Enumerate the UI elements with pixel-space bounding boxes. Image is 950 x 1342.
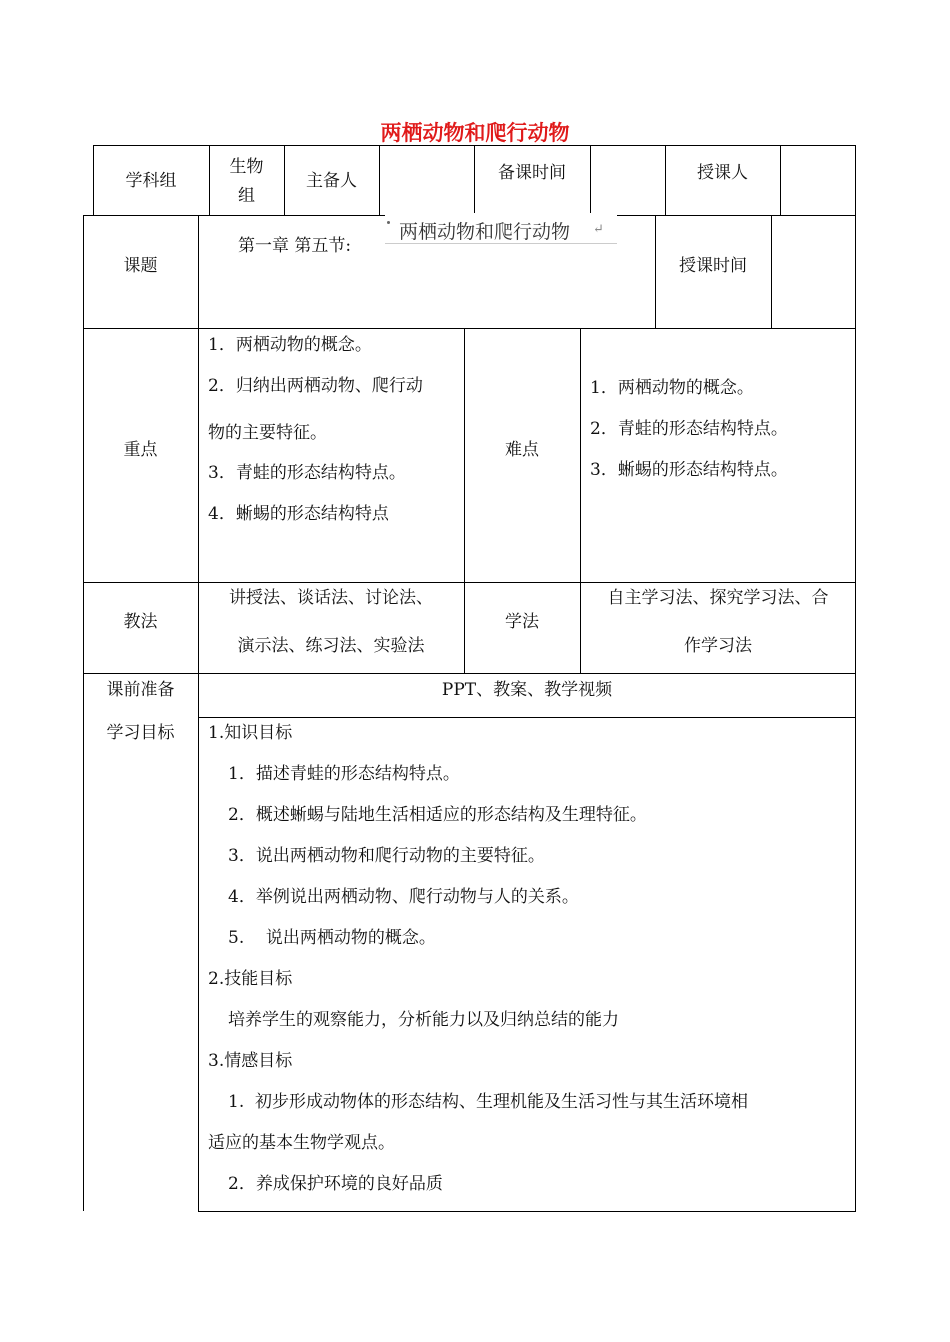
table-border [198,717,856,718]
page-title: 两栖动物和爬行动物 [380,121,570,145]
table-border [580,328,581,674]
key-points-label: 重点 [123,440,158,460]
prep-value: PPT、教案、教学视频 [441,680,613,700]
list-item: 3．说出两栖动物和爬行动物的主要特征。 [228,846,545,866]
table-border [855,145,856,215]
table-border [83,215,84,1211]
list-item: 适应的基本生物学观点。 [208,1133,395,1153]
table-border [198,1211,856,1212]
list-item: 3．青蛙的形态结构特点。 [208,463,406,483]
topic-chapter: 第一章 第五节: [238,236,352,256]
difficulties-label: 难点 [505,440,539,460]
table-border [780,145,781,215]
paragraph-mark-icon: ↵ [593,222,604,237]
section-heading: 2.技能目标 [208,969,293,989]
list-item: 3．蜥蜴的形态结构特点。 [590,460,788,480]
table-border [83,673,856,674]
teacher-label: 授课人 [697,163,748,183]
teaching-method-value: 讲授法、谈话法、讨论法、 [229,588,433,608]
list-item: 1．两栖动物的概念。 [590,378,754,398]
section-heading: 3.情感目标 [208,1051,293,1071]
table-border [379,145,380,215]
list-item: 1. 初步形成动物体的形态结构、生理机能及生活习性与其生活环境相 [228,1092,749,1112]
list-item: 5. 说出两栖动物的概念。 [228,928,436,948]
subject-group-label: 学科组 [125,171,177,191]
class-time-label: 授课时间 [679,256,747,276]
list-item: 4．蜥蜴的形态结构特点 [208,504,389,524]
list-item: 1．两栖动物的概念。 [208,335,372,355]
table-border [83,582,856,583]
table-border [198,215,199,1211]
subject-group-value: 组 [238,186,255,206]
objectives-label: 学习目标 [106,723,175,743]
subject-group-value: 生物 [229,157,264,177]
list-item: 2．养成保护环境的良好品质 [228,1174,443,1194]
teaching-method-value: 演示法、练习法、实验法 [237,636,425,656]
table-border [590,145,591,215]
list-item: 1．描述青蛙的形态结构特点。 [228,764,460,784]
section-heading: 1.知识目标 [208,723,293,743]
preparer-label: 主备人 [306,171,357,191]
table-border [855,215,856,1211]
table-border [83,328,856,329]
prep-time-label: 备课时间 [498,163,566,183]
topic-label: 课题 [123,256,158,276]
teaching-method-label: 教法 [123,612,158,632]
learning-method-value: 作学习法 [684,636,752,656]
list-item: 2．归纳出两栖动物、爬行动 [208,376,423,396]
list-item: 培养学生的观察能力，分析能力以及归纳总结的能力 [228,1010,619,1030]
learning-method-label: 学法 [505,612,539,632]
list-item: 4．举例说出两栖动物、爬行动物与人的关系。 [228,887,579,907]
learning-method-value: 自主学习法、探究学习法、合 [607,588,829,608]
list-item: 物的主要特征。 [208,423,327,443]
list-item: 2．概述蜥蜴与陆地生活相适应的形态结构及生理特征。 [228,805,647,825]
topic-title-image [385,213,617,244]
prep-label: 课前准备 [106,680,175,700]
table-border [771,215,772,328]
list-item: 2．青蛙的形态结构特点。 [590,419,788,439]
bullet-dot-icon [387,221,390,224]
topic-title-text: 两栖动物和爬行动物 [399,221,571,243]
